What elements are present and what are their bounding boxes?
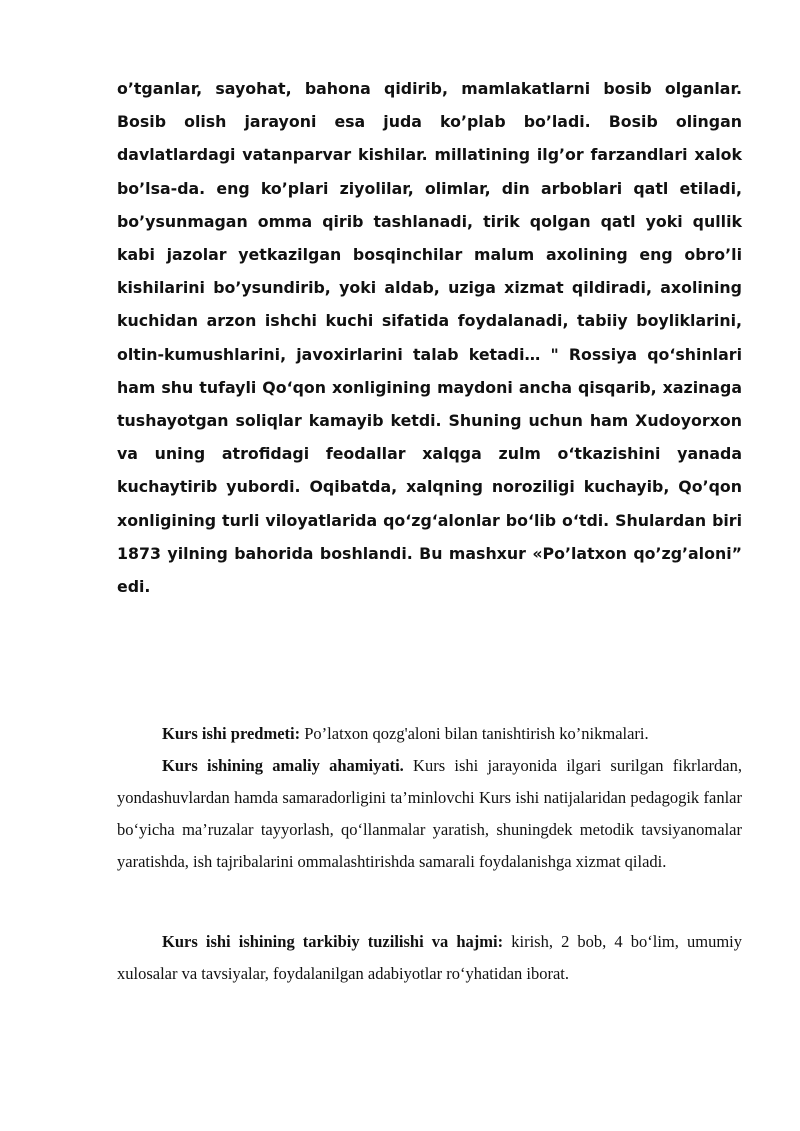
- subject-text: Po’latxon qozg'aloni bilan tanishtirish ko’nikmalari.: [300, 724, 649, 743]
- structure-paragraph: [117, 926, 742, 990]
- importance-paragraph: [117, 750, 742, 878]
- main-paragraph: o’tganlar, sayohat, bahona qidirib, mamlakatlarni bosib olganlar. Bosib olish jarayoni esa juda ko’plab bo’ladi. Bosib olingan davlatlardagi vatanparvar kishilar. millatining ilg’or farzandlari xalok bo’lsa-da. eng ko’plari ziyolilar, olimlar, din arboblari qatl etiladi, bo’ysunmagan omma qirib tashlanadi, tirik qolgan qatl yoki qullik kabi jazolar yetkazilgan bosqinchilar malum axolining eng obro’li kishilarini bo’ysundirib, yoki aldab, uziga xizmat qildiradi, axolining kuchidan arzon ishchi kuchi sifatida foydalanadi, tabiiy boyliklarini, oltin-kumushlarini, javoxirlarini talab ketadi… " Rossiya qo‘shinlari ham shu tufayli Qo‘qon xonligining maydoni ancha qisqarib, xazinaga tushayotgan soliqlar kamayib ketdi. Shuning uchun ham Xudoyorxon va uning atrofidagi feodallar xalqga zulm o‘tkazishini yanada kuchaytirib yubordi. Oqibatda, xalqning noroziligi kuchayib, Qo’qon xonligining turli viloyatlarida qo‘zg‘alonlar bo‘lib o‘tdi. Shulardan biri 1873 yilning bahorida boshlandi. Bu mashxur «Po’latxon qo’zg’aloni” edi.: [117, 79, 742, 597]
- subject-label: Kurs ishi predmeti:: [162, 724, 301, 743]
- importance-text: Kurs ishi jarayonida ilgari surilgan fikrlardan, yondashuvlardan hamda samaradorligini ta’minlovchi Kurs ishi natijalaridan pedagogik fanlar bo‘yicha ma’ruzalar tayyorlash, qo‘llanmalar yaratish, shuningdek metodik tavsiyanomalar yaratishda, ish tajribalarini ommalashtirishda samarali foydalanishga xizmat qiladi.: [117, 756, 742, 871]
- importance-label: Kurs ishining amaliy ahamiyati.: [162, 756, 404, 775]
- subject-paragraph: [117, 718, 742, 750]
- structure-text: kirish, 2 bob, 4 bo‘lim, umumiy xulosalar va tavsiyalar, foydalanilgan adabiyotlar ro‘yhatidan iborat.: [117, 932, 742, 983]
- structure-label: Kurs ishi ishining tarkibiy tuzilishi va hajmi:: [162, 932, 504, 951]
